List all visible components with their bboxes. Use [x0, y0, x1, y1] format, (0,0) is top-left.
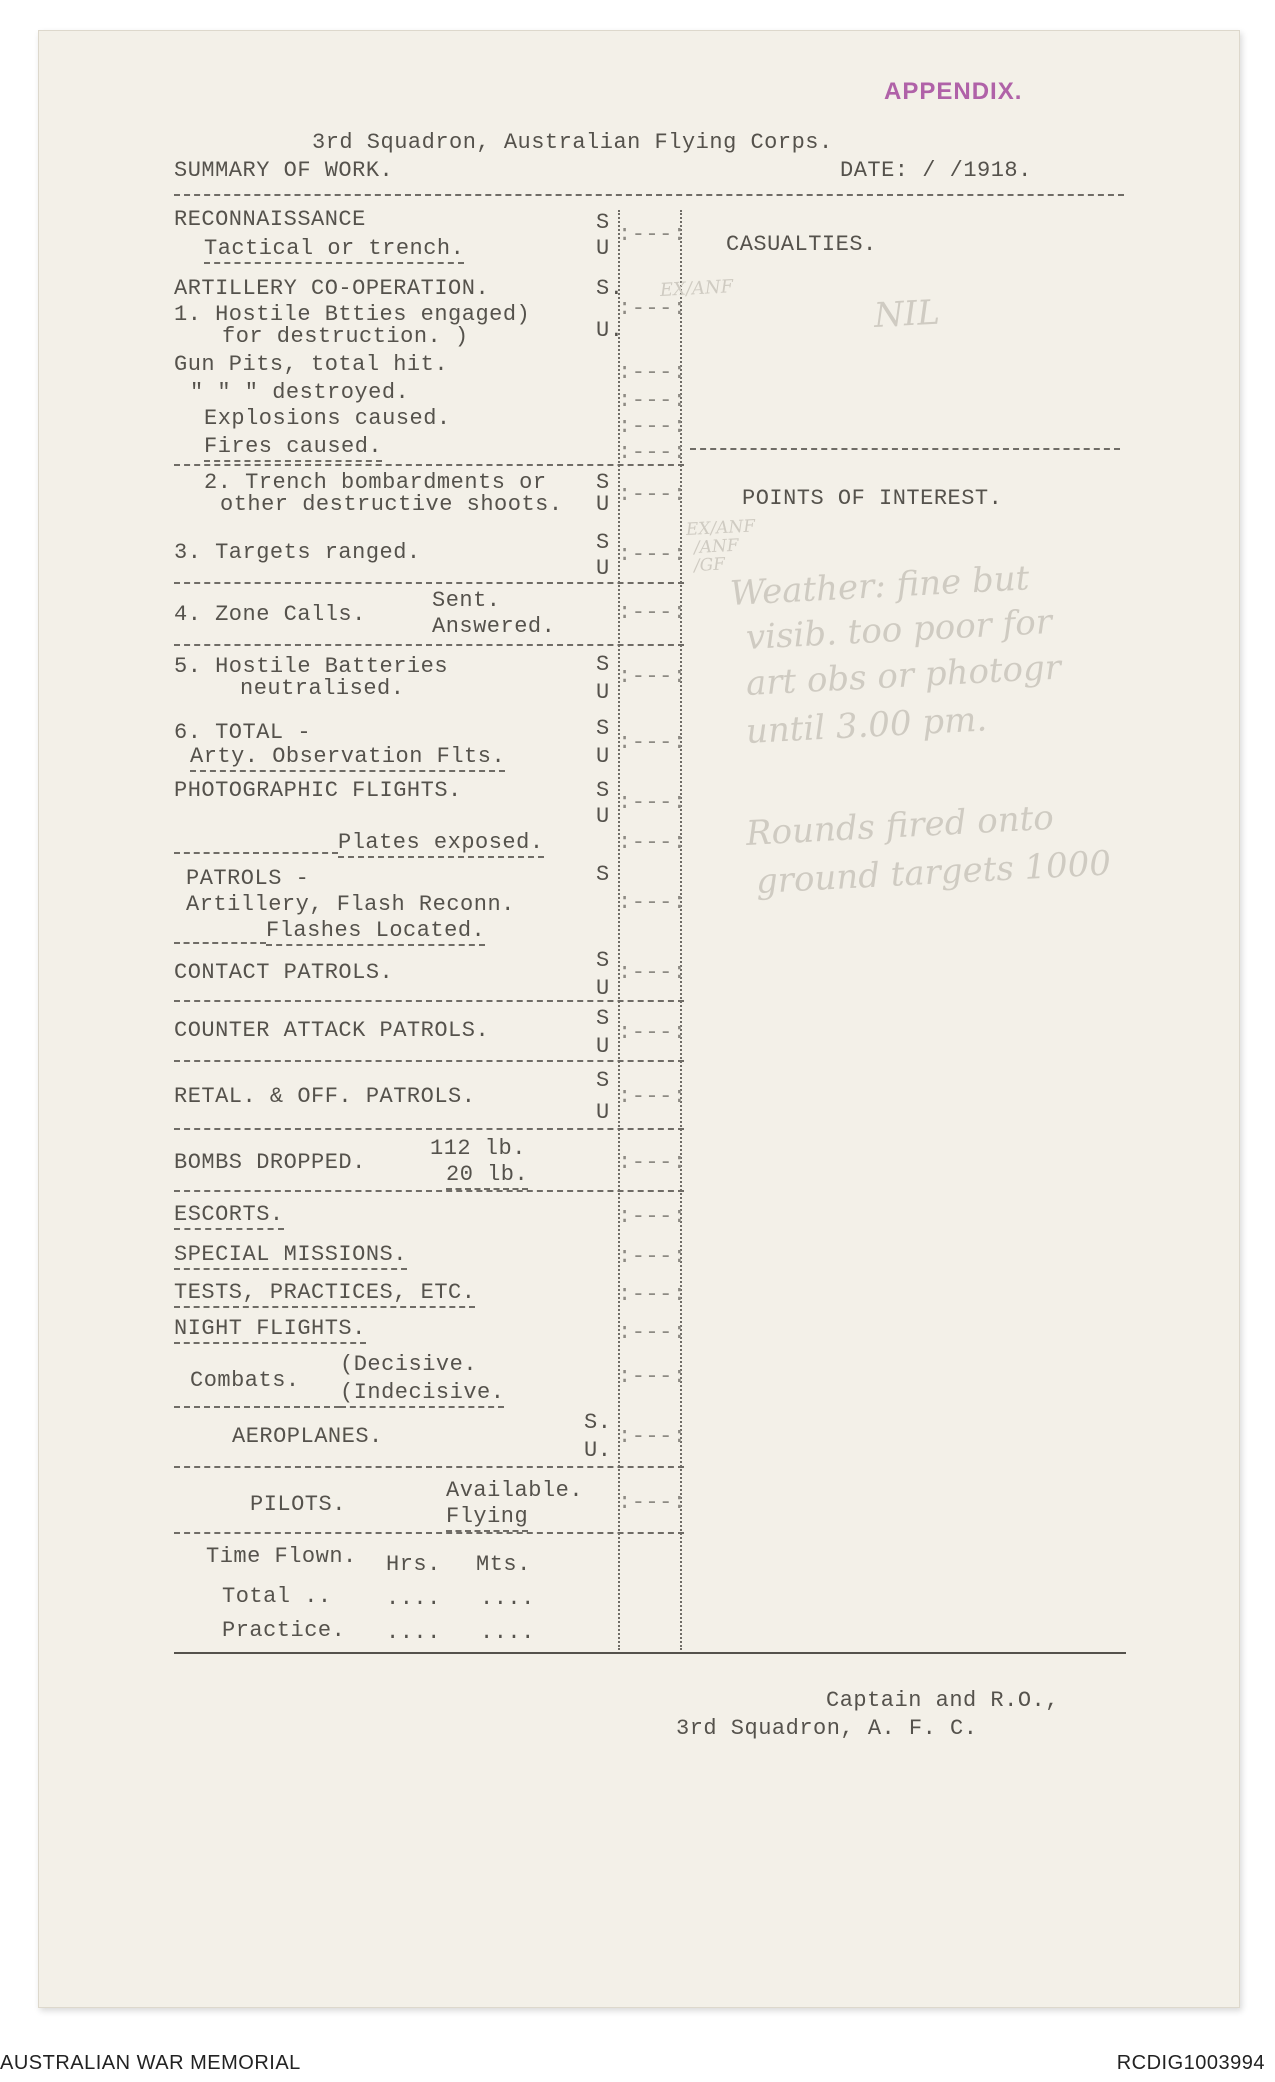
- summary-title: SUMMARY OF WORK.: [174, 158, 394, 183]
- su-s: S: [596, 948, 610, 973]
- archive-credit: AUSTRALIAN WAR MEMORIAL: [0, 2052, 301, 2074]
- special-missions-label: SPECIAL MISSIONS.: [174, 1242, 407, 1270]
- appendix-stamp: APPENDIX.: [884, 78, 1023, 105]
- su-blank: :---:: [618, 542, 687, 567]
- su-blank: :---:: [618, 296, 687, 321]
- signature-unit: 3rd Squadron, A. F. C.: [676, 1716, 978, 1741]
- patrols-label: PATROLS -: [186, 866, 310, 891]
- su-blank: :---:: [618, 1424, 687, 1449]
- time-flown-label: Time Flown.: [206, 1544, 357, 1569]
- mts-header: Mts.: [476, 1552, 531, 1577]
- explosions-label: Explosions caused.: [204, 406, 451, 431]
- row-divider: [174, 1128, 684, 1130]
- gun-pits-destroyed-label: " " " destroyed.: [190, 380, 410, 405]
- casualties-ref: EX/ANF: [659, 276, 734, 301]
- header-divider: [174, 194, 1124, 196]
- row-divider: [174, 1532, 684, 1534]
- practice-mts-value: ....: [480, 1620, 535, 1645]
- row-divider: [174, 644, 684, 646]
- su-blank: :---:: [618, 730, 687, 755]
- su-blank: :---:: [618, 414, 687, 439]
- su-u: U: [596, 804, 610, 829]
- su-blank: :---:: [618, 830, 687, 855]
- aeroplanes-label: AEROPLANES.: [232, 1424, 383, 1449]
- su-blank: :---:: [618, 1020, 687, 1045]
- su-blank: :---:: [618, 1244, 687, 1269]
- row-divider: [174, 1060, 684, 1062]
- fires-label: Fires caused.: [204, 434, 382, 462]
- pilots-flying-label: Flying: [446, 1504, 528, 1532]
- hrs-header: Hrs.: [386, 1552, 441, 1577]
- tactical-label: Tactical or trench.: [204, 236, 464, 264]
- artillery-label: ARTILLERY CO-OPERATION.: [174, 276, 490, 301]
- escorts-label: ESCORTS.: [174, 1202, 284, 1230]
- su-blank: :---:: [618, 1084, 687, 1109]
- su-blank: :---:: [618, 1204, 687, 1229]
- poi-note-line-3: art obs or photogr: [744, 647, 1062, 704]
- hostile-btties-label-cont: for destruction. ): [222, 324, 469, 349]
- su-u: U: [596, 236, 610, 261]
- su-blank: :---:: [618, 1364, 687, 1389]
- retal-off-patrols-label: RETAL. & OFF. PATROLS.: [174, 1084, 476, 1109]
- su-s: S: [596, 778, 610, 803]
- bombs-112lb-label: 112 lb.: [430, 1136, 526, 1161]
- combats-indecisive-label: (Indecisive.: [340, 1380, 504, 1408]
- targets-ranged-label: 3. Targets ranged.: [174, 540, 421, 565]
- poi-note-line-6: ground targets 1000: [754, 843, 1112, 902]
- night-flights-label: NIGHT FLIGHTS.: [174, 1316, 366, 1344]
- su-s: S: [596, 1006, 610, 1031]
- pilots-available-label: Available.: [446, 1478, 584, 1503]
- su-blank: :---:: [618, 1490, 687, 1515]
- su-s: S: [596, 652, 610, 677]
- su-blank: :---:: [618, 890, 687, 915]
- su-blank: :---:: [618, 1282, 687, 1307]
- row-divider: [174, 464, 684, 466]
- su-s: S.: [596, 276, 624, 301]
- su-u: U: [596, 744, 610, 769]
- su-u: U.: [584, 1438, 612, 1463]
- su-blank: :---:: [618, 222, 687, 247]
- su-u: U: [596, 976, 610, 1001]
- su-blank: :---:: [618, 790, 687, 815]
- flash-reconn-label: Artillery, Flash Reconn.: [186, 892, 515, 917]
- su-blank: :---:: [618, 388, 687, 413]
- row-divider: [174, 582, 684, 584]
- combats-decisive-label: (Decisive.: [340, 1352, 478, 1377]
- points-of-interest-heading: POINTS OF INTEREST.: [742, 486, 1003, 511]
- gun-pits-label: Gun Pits, total hit.: [174, 352, 449, 377]
- row-divider: [174, 1000, 684, 1002]
- archive-id: RCDIG1003994: [1116, 2052, 1265, 2074]
- zone-answered-label: Answered.: [432, 614, 556, 639]
- su-blank: :---:: [618, 600, 687, 625]
- signature-rank: Captain and R.O.,: [826, 1688, 1059, 1713]
- total-label: 6. TOTAL -: [174, 720, 312, 745]
- right-divider: [690, 448, 1120, 450]
- practice-hrs-value: ....: [386, 1620, 441, 1645]
- total-hrs-value: ....: [386, 1586, 441, 1611]
- hostile-batteries-label: 5. Hostile Batteries: [174, 654, 449, 679]
- trench-bombardments-label: 2. Trench bombardments or: [204, 470, 547, 495]
- counter-attack-patrols-label: COUNTER ATTACK PATROLS.: [174, 1018, 490, 1043]
- trench-bombardments-label-cont: other destructive shoots.: [220, 492, 563, 517]
- combats-label: Combats.: [190, 1368, 300, 1393]
- practice-time-label: Practice.: [222, 1618, 346, 1643]
- row-divider: [174, 942, 266, 944]
- su-blank: :---:: [618, 960, 687, 985]
- poi-note-line-4: until 3.00 pm.: [744, 699, 989, 752]
- poi-ref-1: EX/ANF: [685, 516, 756, 540]
- recon-label: RECONNAISSANCE: [174, 207, 366, 232]
- plates-exposed-label: Plates exposed.: [338, 830, 544, 858]
- su-blank: :---:: [618, 440, 687, 465]
- su-s: S: [596, 210, 610, 235]
- hostile-batteries-label-cont: neutralised.: [240, 676, 405, 701]
- hostile-btties-label: 1. Hostile Btties engaged): [174, 302, 531, 327]
- su-blank: :---:: [618, 1320, 687, 1345]
- zone-sent-label: Sent.: [432, 588, 501, 613]
- su-blank: :---:: [618, 1150, 687, 1175]
- su-u: U: [596, 680, 610, 705]
- pilots-label: PILOTS.: [250, 1492, 346, 1517]
- su-u: U: [596, 1100, 610, 1125]
- unit-title: 3rd Squadron, Australian Flying Corps.: [312, 130, 833, 155]
- su-u: U: [596, 556, 610, 581]
- poi-ref-2: /ANF: [693, 535, 740, 558]
- su-s: S.: [584, 1410, 612, 1435]
- poi-note-line-2: visib. too poor for: [744, 601, 1053, 658]
- total-time-label: Total ..: [222, 1584, 332, 1609]
- poi-note-line-5: Rounds fired onto: [744, 797, 1055, 854]
- row-divider: [174, 852, 338, 854]
- su-blank: :---:: [618, 360, 687, 385]
- su-s: S: [596, 862, 610, 887]
- row-divider: [174, 1466, 684, 1468]
- su-s: S: [596, 1068, 610, 1093]
- poi-note-line-1: Weather: fine but: [728, 558, 1031, 614]
- bombs-20lb-label: 20 lb.: [446, 1162, 528, 1190]
- total-mts-value: ....: [480, 1586, 535, 1611]
- row-divider: [174, 1406, 340, 1408]
- table-bottom-rule: [174, 1652, 1126, 1654]
- su-s: S: [596, 470, 610, 495]
- casualties-heading: CASUALTIES.: [726, 232, 877, 257]
- casualties-value: NIL: [872, 292, 941, 336]
- date-field: DATE: / /1918.: [840, 158, 1032, 183]
- su-u: U: [596, 1034, 610, 1059]
- poi-ref-3: /GF: [693, 554, 726, 576]
- su-s: S: [596, 530, 610, 555]
- contact-patrols-label: CONTACT PATROLS.: [174, 960, 394, 985]
- su-u: U: [596, 492, 610, 517]
- su-u: U.: [596, 318, 624, 343]
- su-blank: :---:: [618, 482, 687, 507]
- photographic-flights-label: PHOTOGRAPHIC FLIGHTS.: [174, 778, 462, 803]
- su-s: S: [596, 716, 610, 741]
- zone-calls-label: 4. Zone Calls.: [174, 602, 366, 627]
- row-divider: [174, 1190, 684, 1192]
- su-blank: :---:: [618, 664, 687, 689]
- bombs-dropped-label: BOMBS DROPPED.: [174, 1150, 366, 1175]
- flashes-located-label: Flashes Located.: [266, 918, 485, 946]
- arty-observation-label: Arty. Observation Flts.: [190, 744, 505, 772]
- tests-practices-label: TESTS, PRACTICES, ETC.: [174, 1280, 475, 1308]
